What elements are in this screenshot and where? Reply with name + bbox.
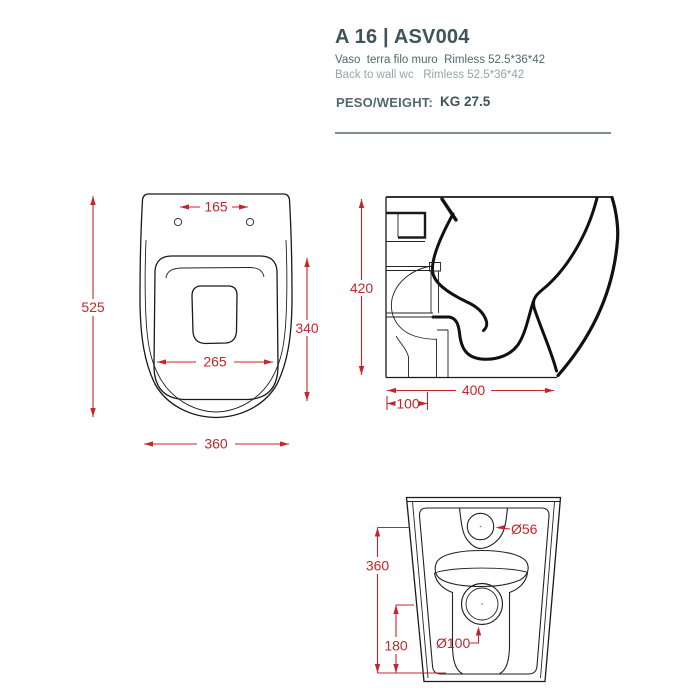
rear-view-drawing	[360, 490, 580, 695]
side-view-drawing	[340, 185, 630, 420]
description-italian: Vaso terra filo muro Rimless 52.5*36*42	[335, 54, 546, 66]
dim-label-hole-spacing: 165	[204, 198, 228, 215]
leader-arrow-100	[476, 627, 481, 636]
dim-label-seat-opening-width: 265	[203, 353, 227, 370]
leader-arrow-56	[496, 525, 505, 530]
top-body-outline	[140, 194, 292, 418]
dim-label-total-width: 360	[204, 435, 228, 452]
dim-label-total-depth: 525	[81, 299, 105, 315]
dim-label-outlet-height: 180	[384, 637, 408, 654]
side-front-inner-profile	[533, 198, 597, 371]
seat-hole-right	[246, 218, 253, 225]
top-body-inner-line	[145, 240, 287, 412]
water-surface-outline	[192, 286, 237, 344]
seat-opening-outline	[154, 256, 278, 400]
dim-label-inlet-diameter: Ø56	[511, 521, 538, 537]
inlet-hole-center	[480, 526, 482, 528]
pedestal-edge-line	[435, 568, 529, 573]
dim-label-base-depth: 400	[461, 382, 486, 398]
inlet-spud-outline	[386, 213, 425, 238]
description-english: Back to wall wc Rimless 52.5*36*42	[335, 69, 525, 81]
seat-hole-left	[174, 218, 181, 225]
side-bowl-back-wall	[432, 214, 486, 331]
dim-label-seat-opening-depth: 340	[295, 320, 319, 336]
weight-value: KG 27.5	[440, 94, 491, 109]
product-code: A 16 | ASV004	[335, 26, 470, 48]
side-rim-section	[442, 199, 456, 220]
weight-label: PESO/WEIGHT:	[336, 95, 434, 110]
rim-inner-line	[166, 268, 264, 279]
side-wall-and-floor-lines	[386, 197, 557, 378]
outlet-hole-center	[481, 603, 483, 605]
trapway-outline	[391, 266, 437, 339]
dim-label-total-height: 420	[349, 280, 374, 296]
dim-label-height-to-inlet: 360	[365, 557, 390, 574]
top-view-drawing	[60, 180, 340, 470]
pedestal-foot-lines	[396, 330, 448, 377]
dim-label-outlet-diameter: Ø100	[436, 635, 471, 651]
separator-line	[335, 132, 611, 134]
dim-label-outlet-offset: 100	[396, 395, 420, 412]
